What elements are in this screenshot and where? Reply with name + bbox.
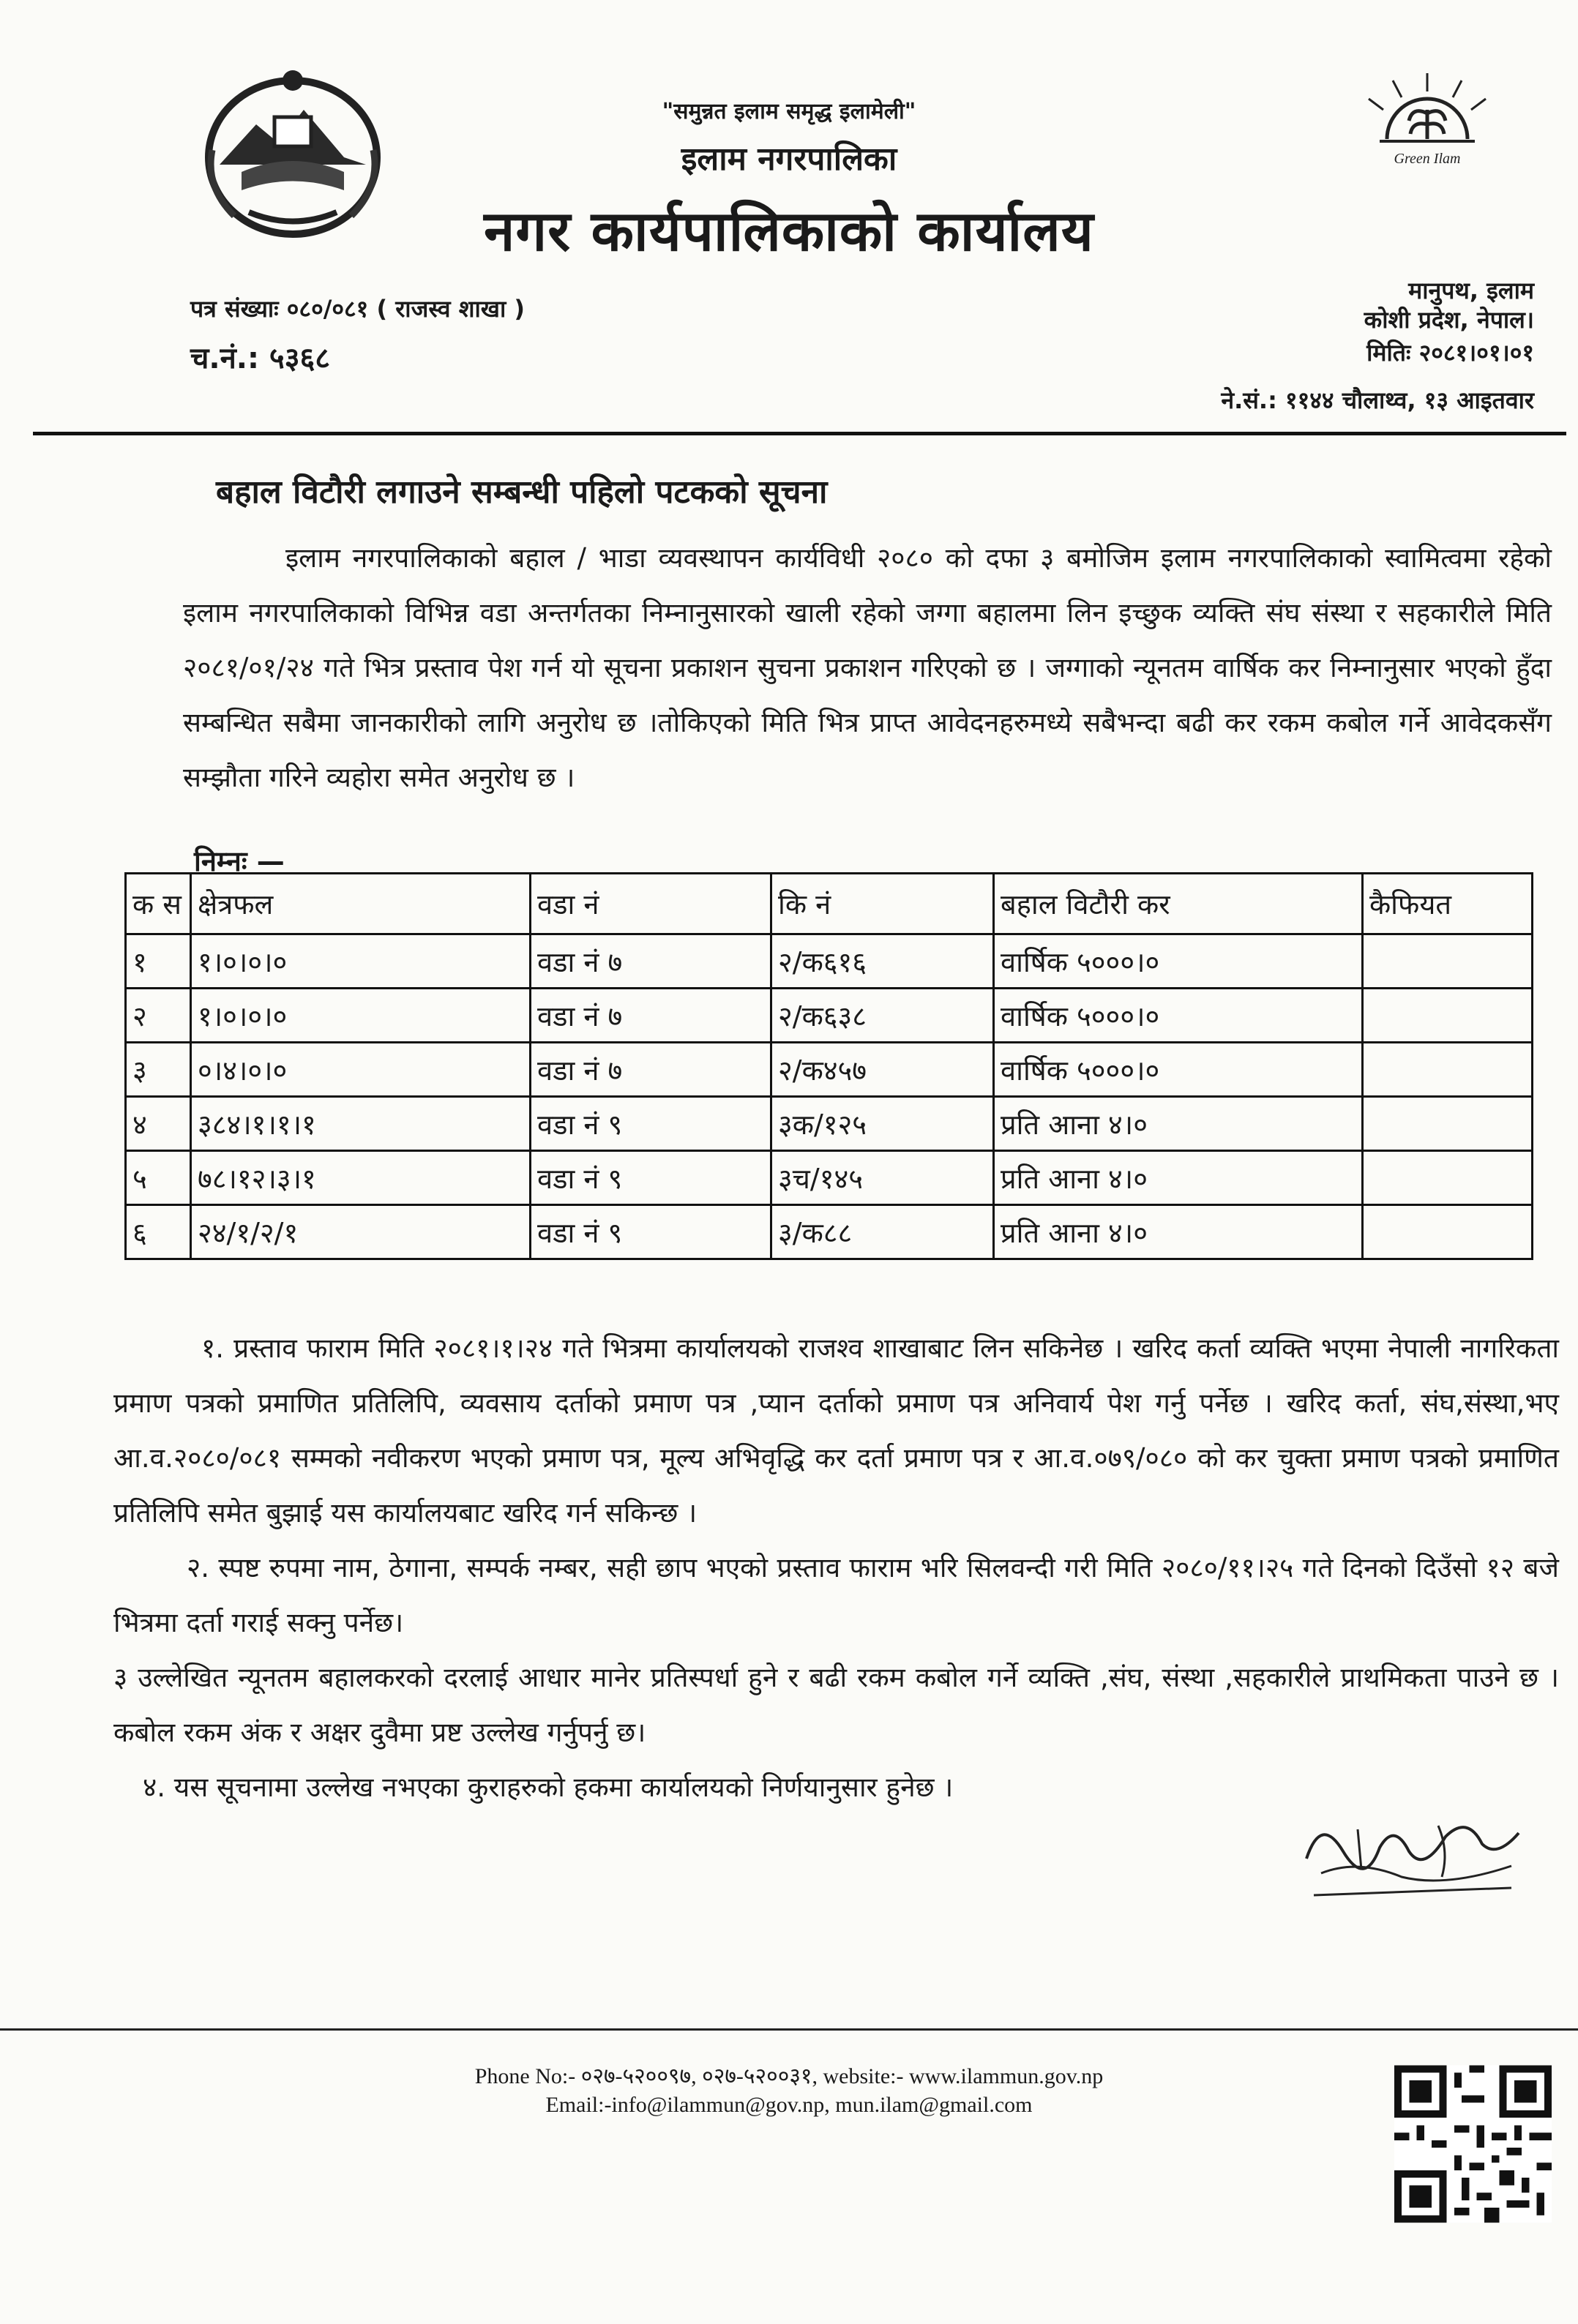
issue-date: मितिः २०८१।०१।०१ [1366,339,1534,367]
cell-rent-tax: प्रति आना ४।० [994,1151,1363,1205]
table-row [126,989,1533,1043]
cell-remarks [1363,989,1533,1043]
footer-email: Email:-info@ilammun@gov.np, mun.ilam@gmail.com [545,2093,1033,2117]
cell-plot-no: ३च/१४५ [771,1151,994,1205]
cell-area: ७८।१२।३।१ [191,1151,531,1205]
cell-plot-no: २/क४५७ [771,1043,994,1097]
col-serial: क स [126,874,191,934]
cell-rent-tax: प्रति आना ४।० [994,1205,1363,1259]
condition-1: १. प्रस्ताव फाराम मिति २०८१।१।२४ गते भित्रमा कार्यालयको राजश्व शाखाबाट लिन सकिनेछ । खरिद कर्ता व्यक्ति भएमा नेपाली नागरिकता प्रमाण पत्रको प्रमाणित प्रतिलिपि, व्यवसाय दर्ताको प्रमाण पत्र ,प्यान दर्ताको प्रमाण पत्र अनिवार्य पेश गर्नु पर्नेछ । खरिद कर्ता, संघ,संस्था,भए आ.व.२०८०/०८१ सम्मको नवीकरण भएको प्रमाण पत्र, मूल्य अभिवृद्धि कर दर्ता प्रमाण पत्र र आ.व.०७९/०८० को कर चुक्ता प्रमाण पत्रको प्रमाणित प्रतिलिपि समेत बुझाई यस कार्यालयबाट खरिद गर्न सकिन्छ । [113,1332,1559,1529]
cell-remarks [1363,1097,1533,1151]
land-plots-table [124,872,1533,1260]
right-logo-text: Green Ilam [1394,151,1461,167]
cell-remarks [1363,1205,1533,1259]
cell-serial: १ [126,934,191,989]
cell-ward: वडा नं ७ [531,1043,771,1097]
cell-area: १।०।०।० [191,934,531,989]
cell-serial: ५ [126,1151,191,1205]
notice-conditions [113,1321,1559,1815]
cell-ward: वडा नं ७ [531,934,771,989]
signature-icon [1292,1807,1533,1910]
table-row [126,1043,1533,1097]
header-divider [33,432,1566,435]
cell-ward: वडा नं ९ [531,1205,771,1259]
motto: "समुन्नत इलाम समृद्ध इलामेली" [662,99,916,124]
table-header-row [126,874,1533,934]
cell-area: २४/१/२/१ [191,1205,531,1259]
municipality-name: इलाम नगरपालिका [681,140,897,178]
cell-rent-tax: वार्षिक ५०००।० [994,934,1363,989]
address-line2: कोशी प्रदेश, नेपाल। [1364,306,1534,334]
col-rent-tax: बहाल विटौरी कर [994,874,1363,934]
cell-remarks [1363,934,1533,989]
cell-ward: वडा नं ९ [531,1097,771,1151]
footer-phone: Phone No:- ०२७-५२००९७, ०२७-५२००३१, website:- www.ilammun.gov.np [474,2064,1104,2088]
cell-plot-no: ३/क८८ [771,1205,994,1259]
cell-plot-no: २/क६३८ [771,989,994,1043]
cell-remarks [1363,1043,1533,1097]
notice-intro: इलाम नगरपालिकाको बहाल / भाडा व्यवस्थापन कार्यविधी २०८० को दफा ३ बमोजिम इलाम नगरपालिकाको स्वामित्वमा रहेको इलाम नगरपालिकाको विभिन्न वडा अन्तर्गतका निम्नानुसारको खाली रहेको जग्गा बहालमा लिन इच्छुक व्यक्ति संघ संस्था र सहकारीले मिति २०८१/०१/२४ गते भित्र प्रस्ताव पेश गर्न यो सूचना प्रकाशन सुचना प्रकाशन गरिएको छ । जग्गाको न्यूनतम वार्षिक कर निम्नानुसार भएको हुँदा सम्बन्धित सबैमा जानकारीको लागि अनुरोध छ ।तोकिएको मिति भित्र प्राप्त आवेदनहरुमध्ये सबैभन्दा बढी कर रकम कबोल गर्ने आवेदकसँग सम्झौता गरिने व्यहोरा समेत अनुरोध छ । [183,542,1552,793]
dispatch-number: च.नं.: ५३६८ [190,342,331,375]
table-row [126,1097,1533,1151]
office-title: नगर कार्यपालिकाको कार्यालय [484,198,1094,263]
table-row [126,1205,1533,1259]
cell-remarks [1363,1151,1533,1205]
col-ward: वडा नं [531,874,771,934]
list-heading: निम्नः — [194,845,285,877]
col-plot-no: कि नं [771,874,994,934]
cell-rent-tax: वार्षिक ५०००।० [994,1043,1363,1097]
cell-area: ३८४।१।१।१ [191,1097,531,1151]
footer-divider [0,2028,1578,2031]
cell-serial: ३ [126,1043,191,1097]
cell-plot-no: ३क/१२५ [771,1097,994,1151]
cell-area: १।०।०।० [191,989,531,1043]
letter-number: पत्र संख्याः ०८०/०८१ ( राजस्व शाखा ) [190,295,525,323]
cell-serial: ६ [126,1205,191,1259]
cell-rent-tax: वार्षिक ५०००।० [994,989,1363,1043]
notice-subject: बहाल विटौरी लगाउने सम्बन्धी पहिलो पटकको सूचना [216,473,828,511]
cell-ward: वडा नं ७ [531,989,771,1043]
qr-code-icon [1394,2060,1552,2228]
cell-area: ०।४।०।० [191,1043,531,1097]
cell-serial: ४ [126,1097,191,1151]
table-row [126,934,1533,989]
col-area: क्षेत्रफल [191,874,531,934]
address-line1: मानुपथ, इलाम [1408,277,1534,304]
table-row [126,1151,1533,1205]
cell-rent-tax: प्रति आना ४।० [994,1097,1363,1151]
nepal-sambat-date: ने.सं.: ११४४ चौलाथ्व, १३ आइतवार [1221,386,1534,414]
condition-4: ४. यस सूचनामा उल्लेख नभएका कुराहरुको हकमा कार्यालयको निर्णयानुसार हुनेछ । [143,1772,954,1803]
cell-plot-no: २/क६१६ [771,934,994,989]
col-remarks: कैफियत [1363,874,1533,934]
cell-serial: २ [126,989,191,1043]
condition-2: २. स्पष्ट रुपमा नाम, ठेगाना, सम्पर्क नम्बर, सही छाप भएको प्रस्ताव फाराम भरि सिलवन्दी गरी मिति २०८०/११।२५ गते दिनको दिउँसो १२ बजे भित्रमा दर्ता गराई सक्नु पर्नेछ। [113,1552,1559,1638]
cell-ward: वडा नं ९ [531,1151,771,1205]
condition-3: ३ उल्लेखित न्यूनतम बहालकरको दरलाई आधार मानेर प्रतिस्पर्धा हुने र बढी रकम कबोल गर्ने व्यक्ति ,संघ, संस्था ,सहकारीले प्राथमिकता पाउने छ । कबोल रकम अंक र अक्षर दुवैमा प्रष्ट उल्लेख गर्नुपर्नु छ। [113,1662,1559,1748]
